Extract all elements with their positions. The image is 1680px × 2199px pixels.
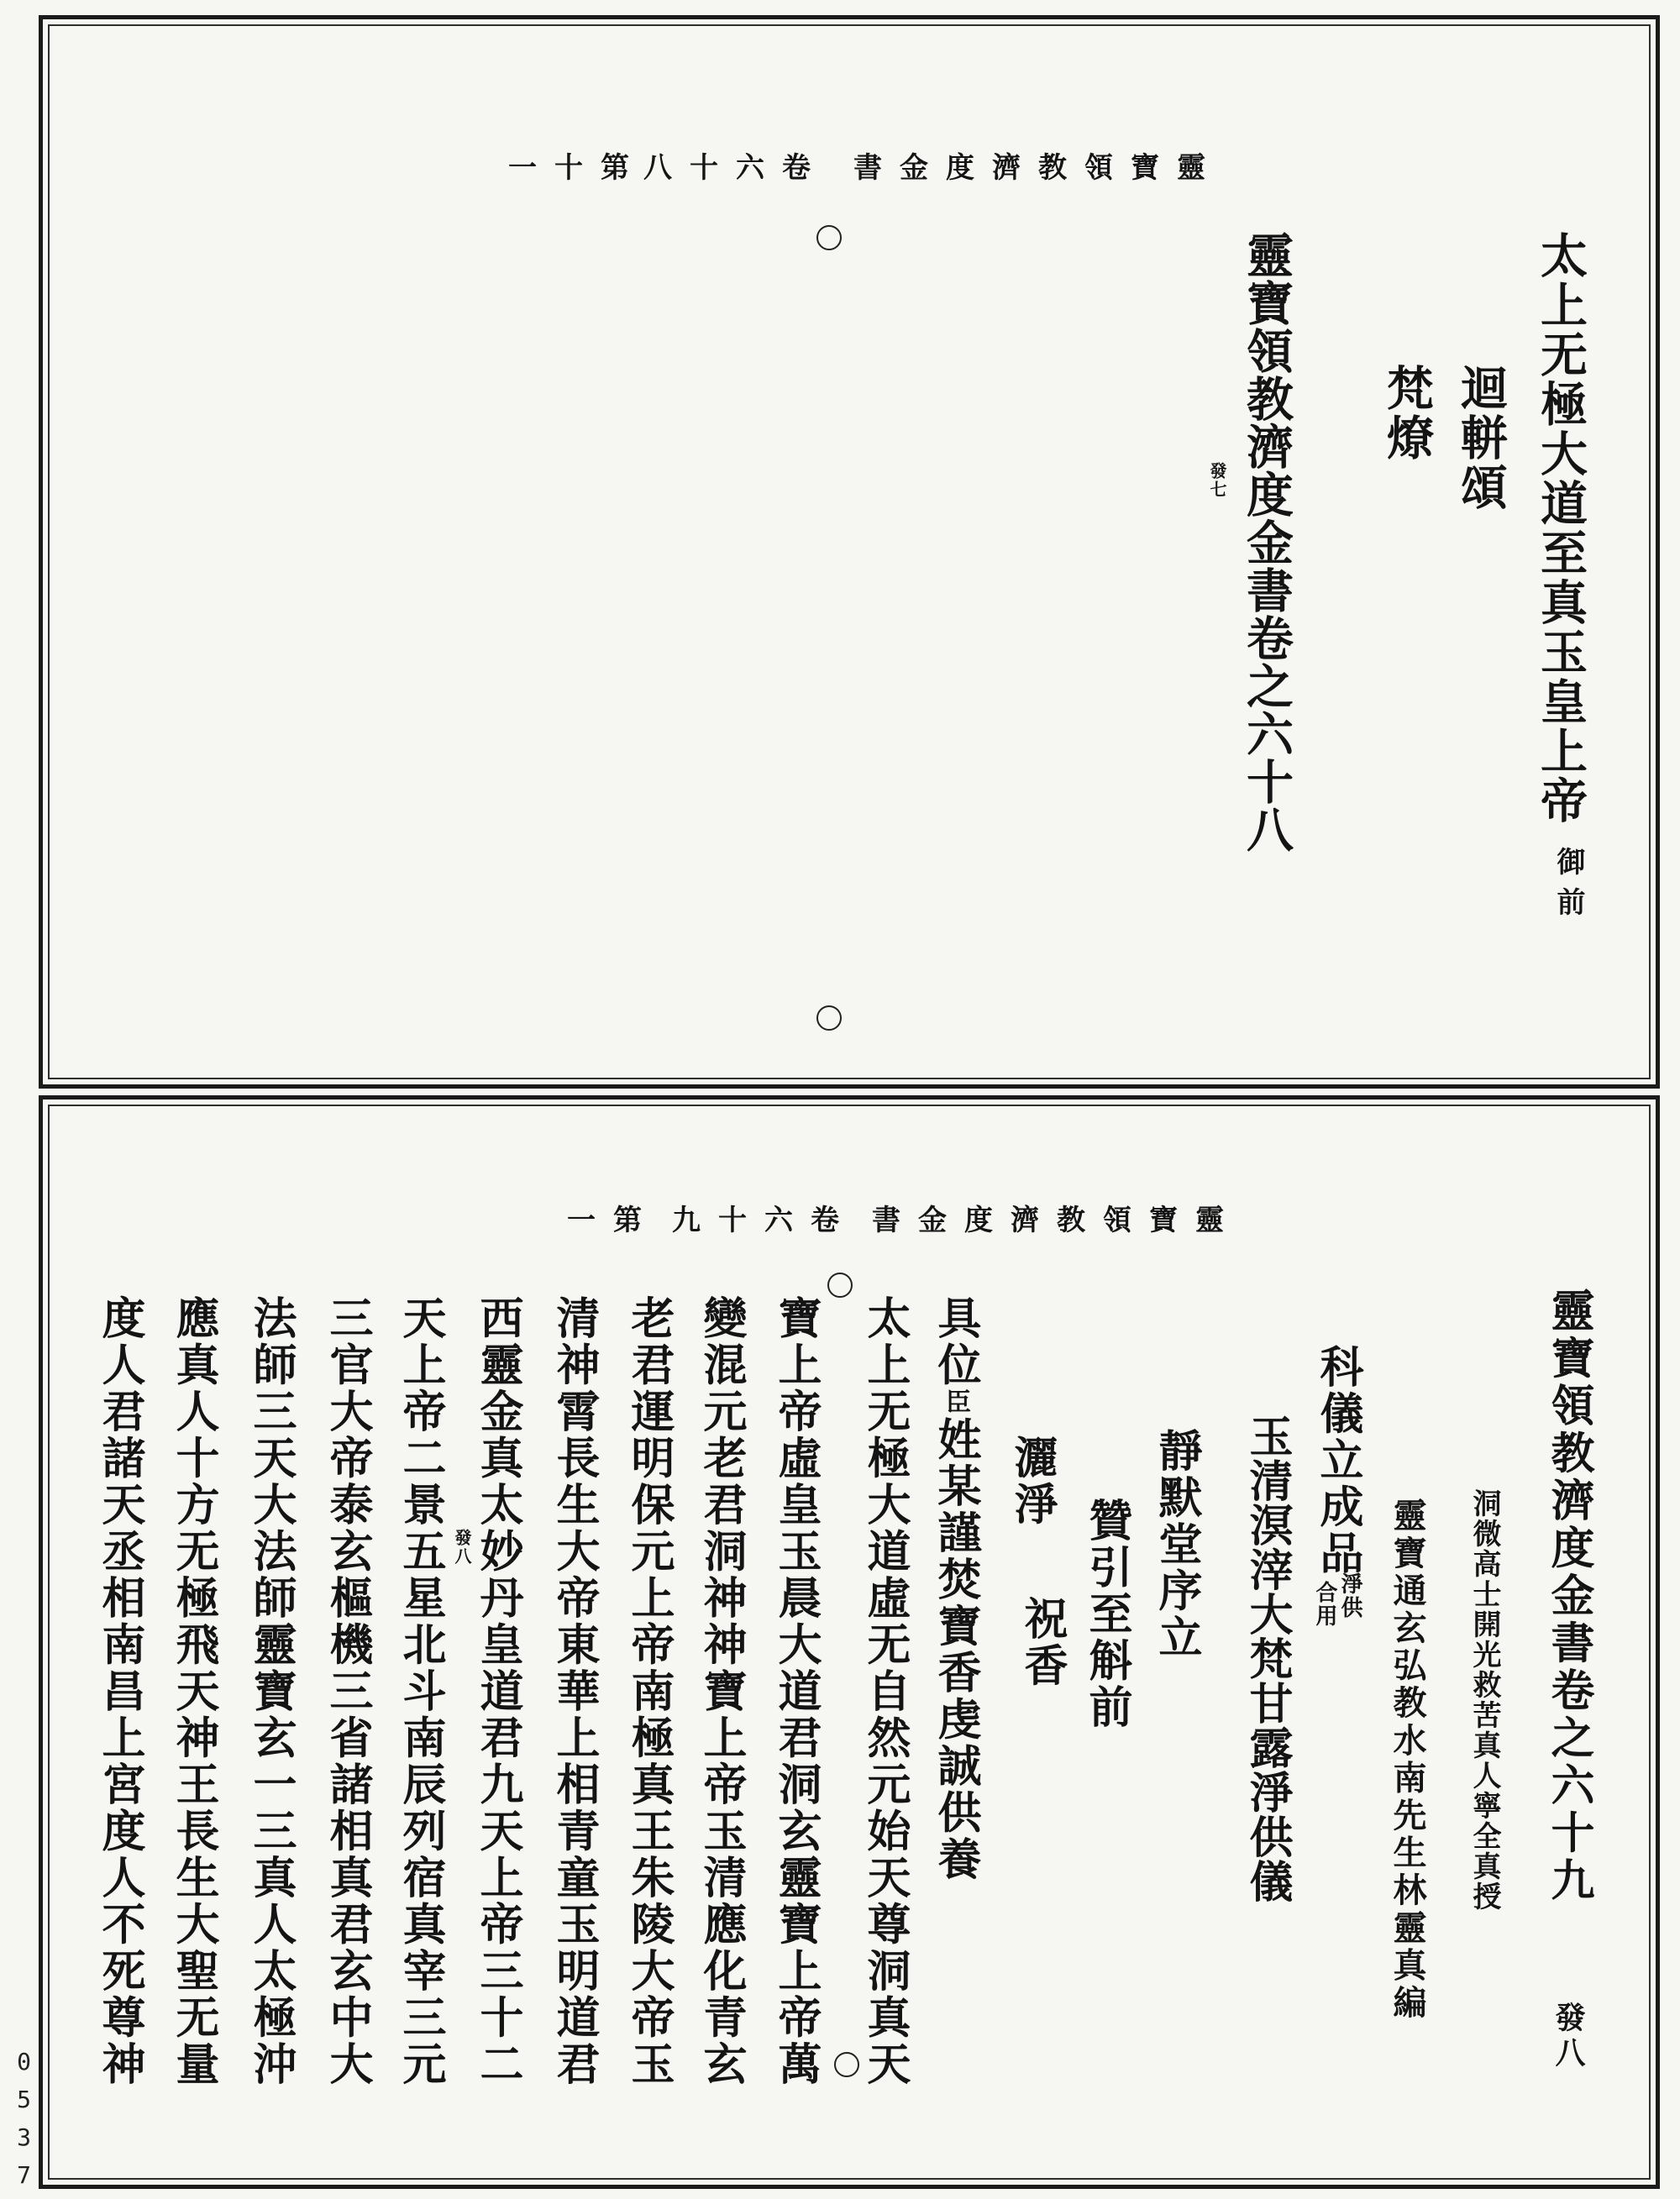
rite-column: 梵燎 (1379, 364, 1435, 463)
section-note-right: 淨供 (1337, 1572, 1362, 1619)
invocation-lead-rank: 具位 (930, 1295, 981, 1388)
bottom-header-juan: 卷六十九 (672, 1204, 857, 1237)
bottom-page-panel (39, 1095, 1660, 2189)
invocation-line: 天上帝二景五星北斗南辰列宿真宰三元 (395, 1295, 446, 2088)
invocation-line: 三官大帝泰玄樞機三省諸相真君玄中大 (322, 1295, 373, 2088)
invocation-line: 應真人十方无極飛天神王長生大聖无量 (168, 1295, 219, 2088)
ritual-title-column: 玉清溟滓大梵甘露淨供儀 (1242, 1414, 1293, 1903)
volume-mark-bottom: 發八 (1551, 2002, 1586, 2072)
invocation-lead-offering: 姓某謹焚寶香虔誠供養 (930, 1416, 981, 1883)
top-header-leaf-number: 第十一 (508, 151, 647, 185)
deity-title-column: 太上无極大道至真玉皇上帝 (1533, 231, 1588, 826)
invocation-line: 度人君諸天丞相南昌上宮度人不死尊神 (94, 1295, 145, 2088)
opening-title-column: 靈寶領教濟度金書卷之六十九 (1543, 1288, 1594, 1905)
sprinkle-purify-label: 灑淨 (1006, 1435, 1058, 1528)
compiler-column: 靈寶通玄弘教水南先生林靈真編 (1388, 1498, 1427, 2023)
top-page-panel (39, 15, 1660, 1089)
invocation-line: 清神霄長生大帝東華上相青童玉明道君 (549, 1295, 600, 2088)
invocation-lead-column (930, 1295, 981, 1883)
margin-volume-mark: 發八 (452, 1529, 472, 1566)
page-number: 0537 (10, 2048, 38, 2199)
invocation-line: 西靈金真太妙丹皇道君九天上帝三十二 (472, 1295, 523, 2088)
circle-mark-bottom-lower (834, 2052, 859, 2077)
circle-mark-bottom-upper (827, 1273, 853, 1298)
volume-mark-top: 發七 (1207, 462, 1227, 499)
deity-title-note: 御前 (1551, 847, 1585, 927)
circle-mark-top-lower (816, 1005, 842, 1031)
top-header-book-title: 靈寶領教濟度金書 (853, 151, 1223, 185)
top-header-juan: 卷六十八 (643, 151, 828, 185)
transmitter-column: 洞微高士開光救苦真人寧全真授 (1467, 1488, 1501, 1912)
step-column-approach: 贊引至斛前 (1081, 1498, 1132, 1731)
invocation-line: 老君運明保元上帝南極真王朱陵大帝玉 (623, 1295, 675, 2088)
invocation-line: 太上无極大道虛无自然元始天尊洞真天 (859, 1295, 911, 2088)
circle-mark-top-upper (816, 225, 842, 250)
section-title-column: 科儀立成品 (1312, 1344, 1363, 1577)
bottom-header-book-title: 靈寶領教濟度金書 (872, 1204, 1242, 1237)
hymn-title-column: 迴軿頌 (1453, 364, 1509, 512)
invocation-line: 法師三天大法師靈寶玄一三真人太極沖 (245, 1295, 297, 2088)
incense-invocation-label: 祝香 (1016, 1596, 1068, 1689)
section-note-left: 合用 (1312, 1581, 1337, 1628)
step-column-assembly: 靜默堂序立 (1151, 1428, 1202, 1661)
invocation-line: 變混元老君洞神神寶上帝玉清應化青玄 (696, 1295, 747, 2088)
bottom-header-leaf-number: 第一 (567, 1204, 659, 1237)
closing-title-column: 靈寶領教濟度金書卷之六十八 (1239, 231, 1294, 853)
invocation-lead-subject: 臣 (941, 1388, 970, 1417)
invocation-line: 寶上帝虛皇玉晨大道君洞玄靈寶上帝萬 (770, 1295, 822, 2088)
